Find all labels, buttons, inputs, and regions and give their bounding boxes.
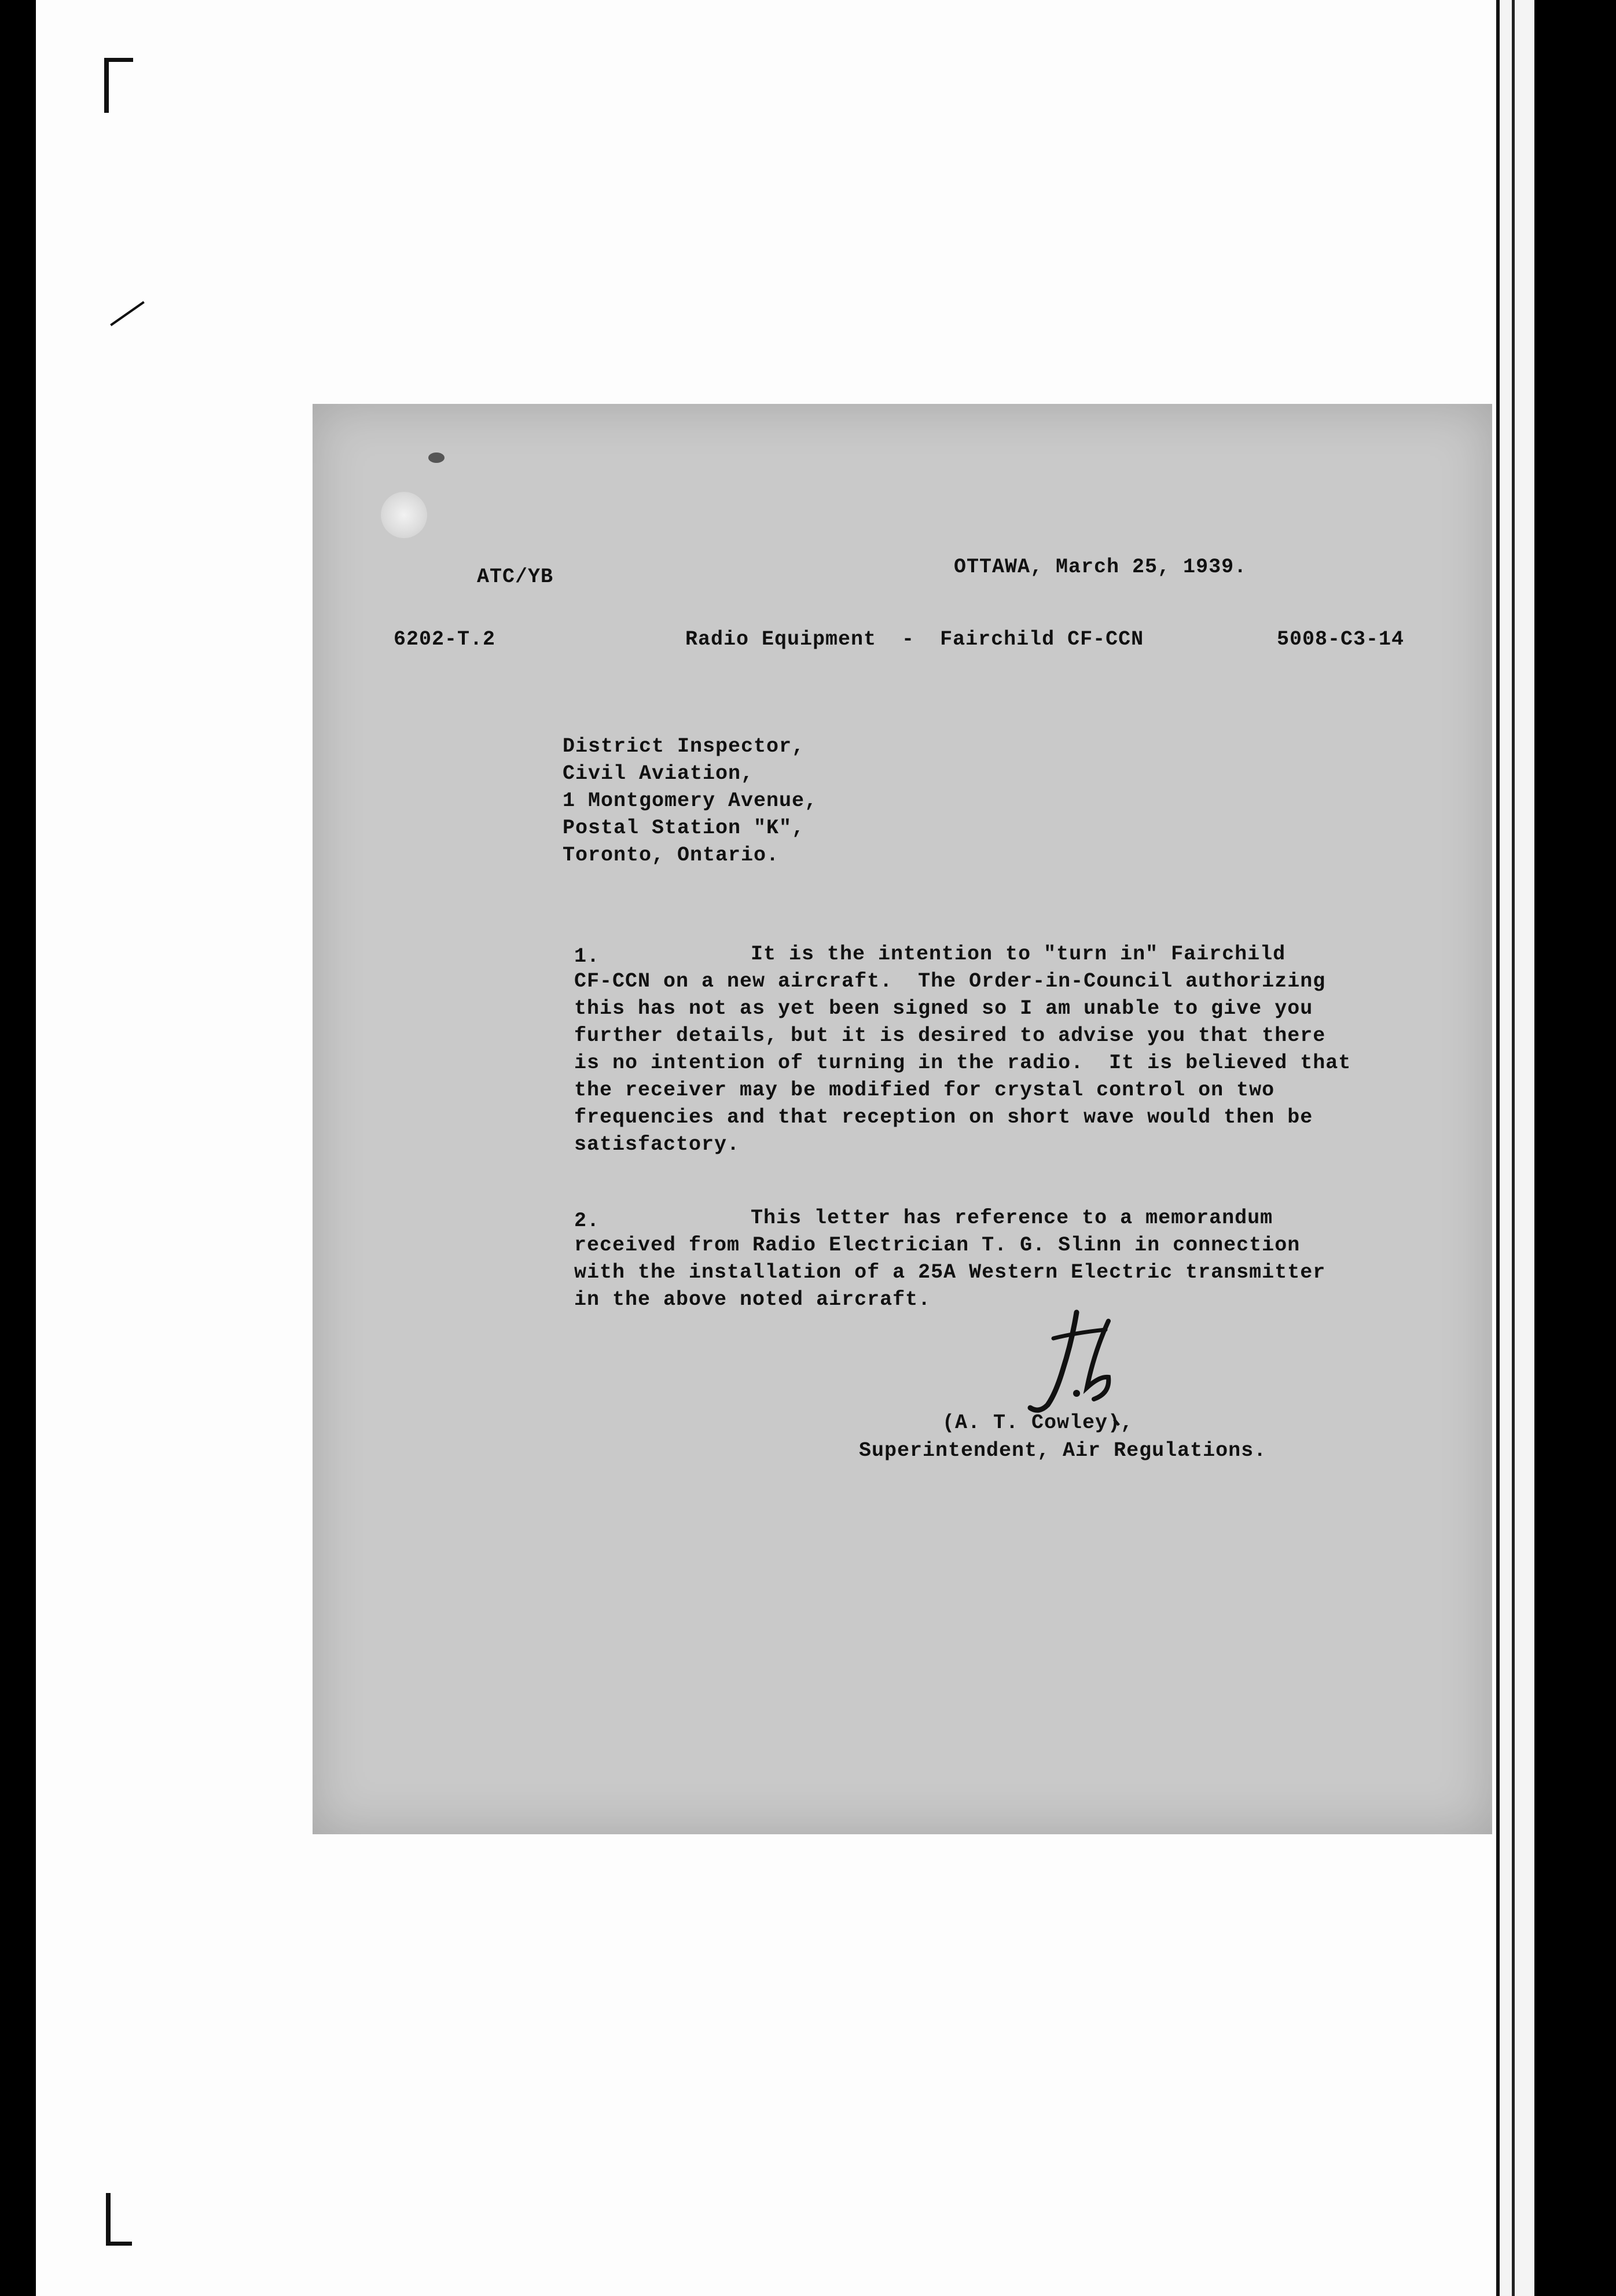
scan-edge-line [1512,0,1515,2296]
address-line: 1 Montgomery Avenue, [563,789,818,812]
paragraph-line: in the above noted aircraft. [574,1288,931,1311]
paragraph-line: It is the intention to "turn in" Fairchild [751,943,1286,966]
address-line: District Inspector, [563,735,805,758]
paragraph-line: this has not as yet been signed so I am unable to give you [574,997,1313,1020]
paragraph-line: received from Radio Electrician T. G. Slinn in connection [574,1234,1301,1257]
address-line: Toronto, Ontario. [563,844,780,867]
signer-name: (A. T. Cowley), [942,1411,1134,1434]
address-line: Postal Station "K", [563,816,805,840]
paragraph-number: 1. [574,945,600,968]
file-number-left: 6202-T.2 [394,628,496,651]
crop-mark-bottom-left [106,2193,111,2245]
punch-hole-mark [428,452,445,463]
paragraph-line: is no intention of turning in the radio. It is believed that [574,1051,1351,1075]
letter-sheet [313,404,1492,1834]
address-line: Civil Aviation, [563,762,754,785]
place-date: OTTAWA, March 25, 1939. [954,555,1247,579]
crop-mark-bottom-left-h [106,2242,132,2246]
paragraph-line: further details, but it is desired to advise you that there [574,1024,1326,1047]
paragraph-line: This letter has reference to a memorandum [751,1206,1273,1230]
paragraph-line: CF-CCN on a new aircraft. The Order-in-Council authorizing [574,970,1326,993]
paragraph-number: 2. [574,1209,600,1232]
subject-line: Radio Equipment - Fairchild CF-CCN [685,628,1144,651]
crop-mark-top-left [104,58,109,113]
punch-hole [381,492,427,538]
file-number-right: 5008-C3-14 [1277,628,1405,651]
scan-edge-strip [1496,0,1534,2296]
initials: ATC/YB [477,565,554,588]
paragraph-line: with the installation of a 25A Western Electric transmitter [574,1261,1326,1284]
paragraph-line: frequencies and that reception on short wave would then be [574,1106,1313,1129]
signer-title: Superintendent, Air Regulations. [859,1439,1267,1462]
paragraph-line: satisfactory. [574,1133,740,1156]
paragraph-line: the receiver may be modified for crystal control on two [574,1079,1275,1102]
crop-mark-top-left-h [104,58,133,62]
